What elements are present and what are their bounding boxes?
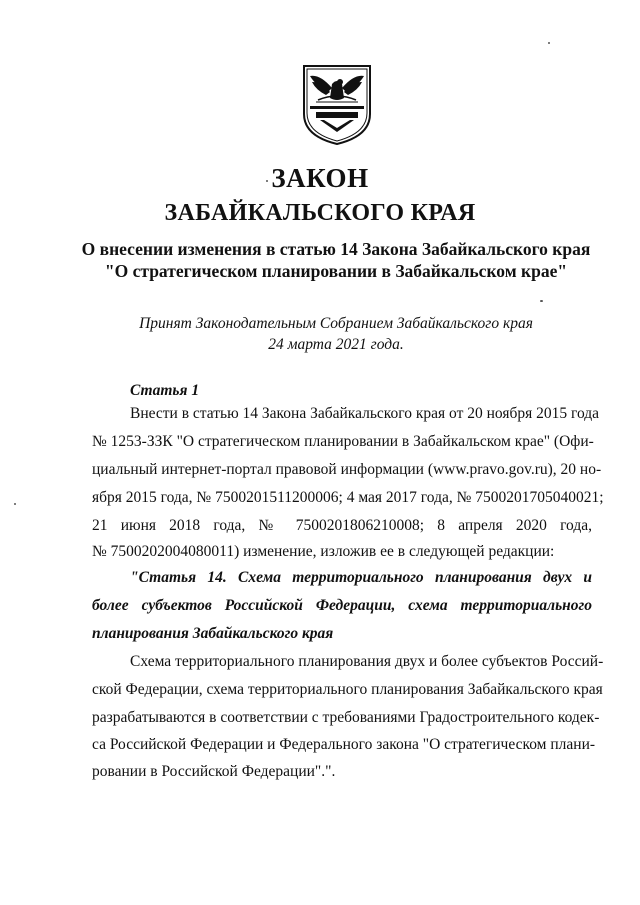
paragraph-line: ской Федерации, схема территориального планирования Забайкальского края [92,681,603,698]
law-region-title: ЗАБАЙКАЛЬСКОГО КРАЯ [164,200,476,226]
quoted-article-heading-line: "Статья 14. Схема территориального планирования двух и [130,569,592,586]
paragraph-line: циальный интернет-портал правовой информации (www.pravo.gov.ru), 20 но- [92,461,602,478]
adoption-date: 24 марта 2021 года. [268,336,404,353]
scan-speck [266,180,268,182]
paragraph-line: Схема территориального планирования двух и более субъектов Россий- [130,653,604,670]
law-subtitle-line-1: О внесении изменения в статью 14 Закона Забайкальского края [81,239,591,259]
paragraph-line: № 7500202004080011) изменение, изложив ее в следующей редакции: [92,543,555,560]
scan-speck [548,42,550,44]
scan-speck [14,503,16,505]
paragraph-line: Внести в статью 14 Закона Забайкальского края от 20 ноября 2015 года [130,405,600,422]
paragraph-line: ровании в Российской Федерации".". [92,763,336,780]
quoted-article-heading-line: более субъектов Российской Федерации, схема территориального [92,597,592,614]
paragraph-line: разрабатываются в соответствии с требованиями Градостроительного кодек- [92,709,600,726]
paragraph-line: ября 2015 года, № 7500201511200006; 4 мая 2017 года, № 7500201705040021; [92,489,604,506]
paragraph-line: 21 июня 2018 года, № 7500201806210008; 8 апреля 2020 года, [92,517,592,534]
law-title: ЗАКОН [271,163,369,193]
adoption-note-line-1: Принят Законодательным Собранием Забайкальского края [139,315,533,332]
coat-of-arms-icon [298,62,376,146]
scan-speck [540,300,543,302]
quoted-article-heading-line: планирования Забайкальского края [92,625,334,642]
paragraph-line: № 1253-ЗЗК "О стратегическом планировании в Забайкальском крае" (Офи- [92,433,594,450]
law-subtitle-line-2: "О стратегическом планировании в Забайкальском крае" [104,261,568,281]
article-heading: Статья 1 [130,382,200,399]
paragraph-line: са Российской Федерации и Федерального закона "О стратегическом плани- [92,736,596,753]
